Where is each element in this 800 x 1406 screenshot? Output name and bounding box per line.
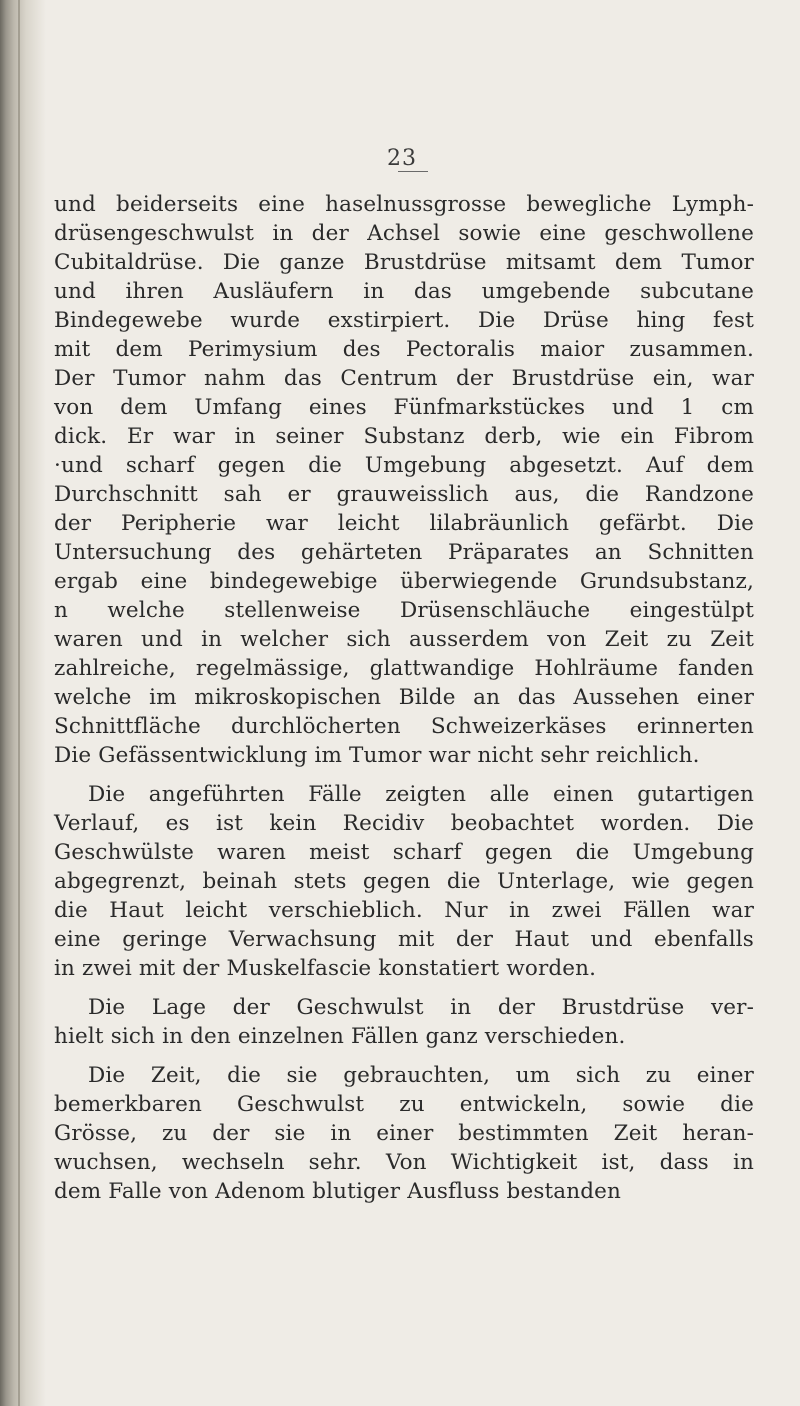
text-line: zahlreiche, regelmässige, glattwandige Hohlräume fanden [54, 656, 754, 681]
text-line: hielt sich in den einzelnen Fällen ganz verschieden. [54, 1024, 626, 1049]
text-line: Cubitaldrüse. Die ganze Brustdrüse mitsamt dem Tumor [54, 250, 754, 275]
text-line: dem Falle von Adenom blutiger Ausfluss bestanden [54, 1179, 622, 1204]
binding-gutter [0, 0, 46, 1406]
text-line: die Haut leicht verschieblich. Nur in zwei Fällen war [54, 898, 754, 923]
text-line: Die Gefässentwicklung im Tumor war nicht sehr reichlich. [54, 743, 700, 768]
text-line: und ihren Ausläufern in das umgebende subcutane [54, 279, 754, 304]
text-line: Grösse, zu der sie in einer bestimmten Zeit heran- [54, 1121, 754, 1146]
text-line: Die Lage der Geschwulst in der Brustdrüse ver- [88, 995, 754, 1020]
paragraph [54, 1061, 754, 1206]
text-line: ·und scharf gegen die Umgebung abgesetzt. Auf dem [54, 453, 754, 478]
text-line: welche im mikroskopischen Bilde an das Aussehen einer [54, 685, 754, 710]
text-line: drüsengeschwulst in der Achsel sowie eine geschwollene [54, 221, 754, 246]
paragraph [54, 780, 754, 983]
text-line: Schnittfläche durchlöcherten Schweizerkäses erinnerten [54, 714, 754, 739]
text-line: Bindegewebe wurde exstirpiert. Die Drüse hing fest [54, 308, 754, 333]
text-line: eine geringe Verwachsung mit der Haut und ebenfalls [54, 927, 754, 952]
page-number: 23 [387, 146, 417, 171]
text-line: der Peripherie war leicht lilabräunlich gefärbt. Die [54, 511, 754, 536]
binding-edge [18, 0, 20, 1406]
text-line: Verlauf, es ist kein Recidiv beobachtet worden. Die [54, 811, 754, 836]
text-line: dick. Er war in seiner Substanz derb, wie ein Fibrom [54, 424, 754, 449]
text-line: von dem Umfang eines Fünfmarkstückes und 1 cm [54, 395, 754, 420]
body-text [54, 190, 754, 1206]
text-line: Untersuchung des gehärteten Präparates an Schnitten [54, 540, 754, 565]
paragraph [54, 190, 754, 770]
text-line: Der Tumor nahm das Centrum der Brustdrüse ein, war [54, 366, 754, 391]
text-line: und beiderseits eine haselnussgrosse bewegliche Lymph- [54, 192, 754, 217]
text-line: ergab eine bindegewebige überwiegende Grundsubstanz, [54, 569, 754, 594]
text-line: in zwei mit der Muskelfascie konstatiert worden. [54, 956, 597, 981]
text-line: Geschwülste waren meist scharf gegen die Umgebung [54, 840, 754, 865]
text-line: n welche stellenweise Drüsenschläuche eingestülpt [54, 598, 754, 623]
text-line: Die angeführten Fälle zeigten alle einen gutartigen [88, 782, 754, 807]
page-number-rule [398, 171, 428, 172]
text-line: abgegrenzt, beinah stets gegen die Unterlage, wie gegen [54, 869, 754, 894]
text-line: Durchschnitt sah er grauweisslich aus, die Randzone [54, 482, 754, 507]
text-line: bemerkbaren Geschwulst zu entwickeln, sowie die [54, 1092, 754, 1117]
text-line: Die Zeit, die sie gebrauchten, um sich zu einer [88, 1063, 754, 1088]
paragraph [54, 993, 754, 1051]
text-line: waren und in welcher sich ausserdem von Zeit zu Zeit [54, 627, 754, 652]
text-line: mit dem Perimysium des Pectoralis maior zusammen. [54, 337, 754, 362]
text-line: wuchsen, wechseln sehr. Von Wichtigkeit ist, dass in [54, 1150, 754, 1175]
